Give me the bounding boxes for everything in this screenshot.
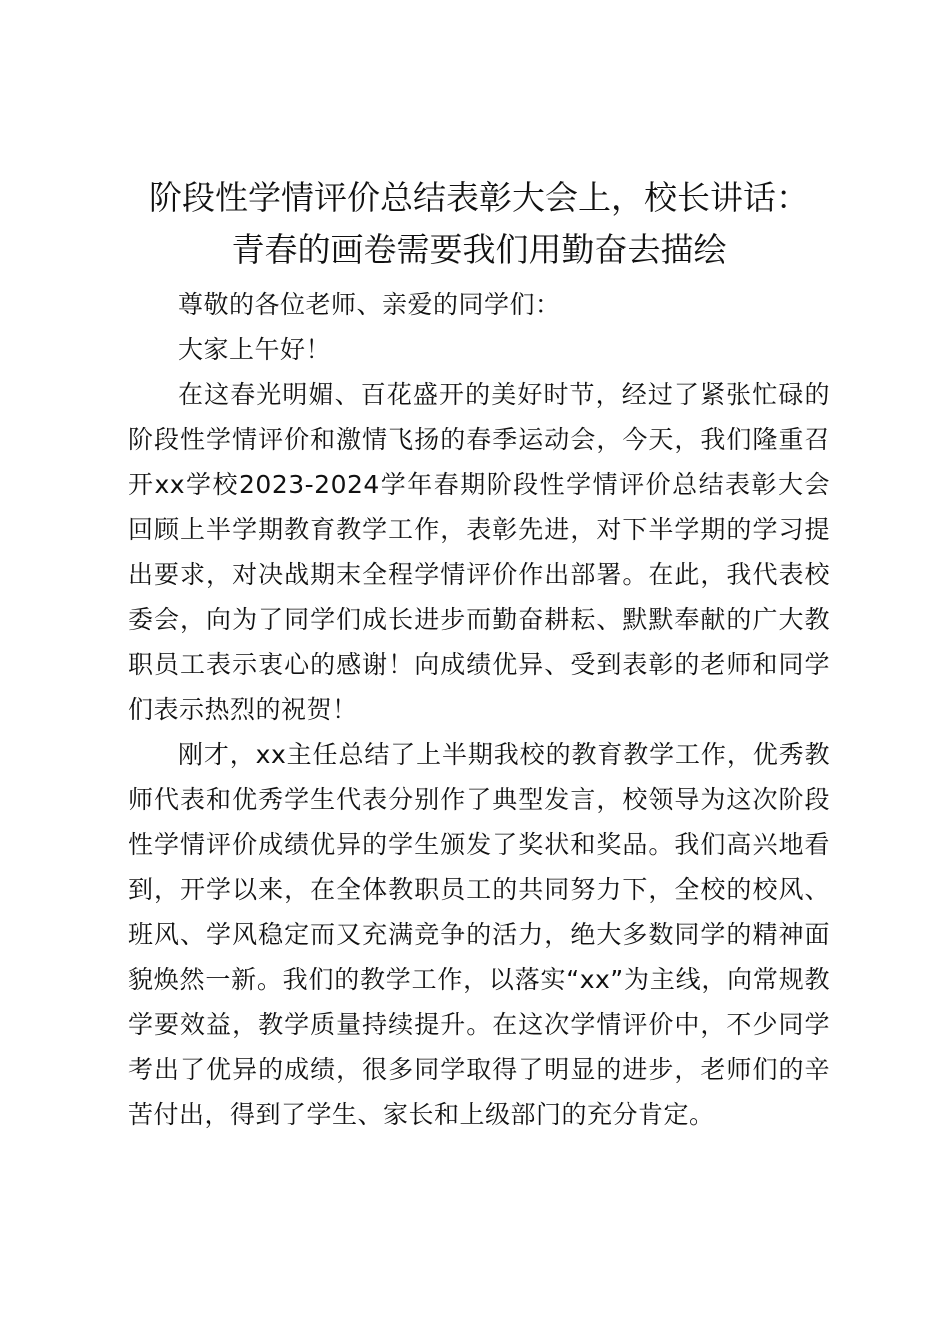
salutation: 尊敬的各位老师、亲爱的同学们： bbox=[178, 290, 561, 319]
body-paragraph-2: 刚才，xx主任总结了上半期我校的教育教学工作，优秀教师代表和优秀学生代表分别作了典型发言，校领导为这次阶段性学情评价成绩优异的学生颁发了奖状和奖品。我们高兴地看到，开学以来，在全体教职员工的共同努力下，全校的校风、班风、学风稳定而又充满竞争的活力，绝大多数同学的精神面貌焕然一新。我们的教学工作，以落实“xx”为主线，向常规教学要效益，教学质量持续提升。在这次学情评价中，不少同学考出了优异的成绩，很多同学取得了明显的进步，老师们的辛苦付出，得到了学生、家长和上级部门的充分肯定。 bbox=[128, 740, 830, 1129]
document-body bbox=[128, 172, 830, 1137]
body-paragraph-1: 在这春光明媚、百花盛开的美好时节，经过了紧张忙碌的阶段性学情评价和激情飞扬的春季运动会，今天，我们隆重召开xx学校2023-2024学年春期阶段性学情评价总结表彰大会回顾上半学期教育教学工作，表彰先进，对下半学期的学习提出要求，对决战期末全程学情评价作出部署。在此，我代表校委会，向为了同学们成长进步而勤奋耕耘、默默奉献的广大教职员工表示衷心的感谢！向成绩优异、受到表彰的老师和同学们表示热烈的祝贺！ bbox=[128, 380, 830, 724]
document-title bbox=[128, 172, 830, 276]
title-line-1: 阶段性学情评价总结表彰大会上，校长讲话： bbox=[149, 178, 809, 217]
greeting: 大家上午好！ bbox=[178, 335, 332, 364]
title-line-2: 青春的画卷需要我们用勤奋去描绘 bbox=[231, 230, 727, 269]
